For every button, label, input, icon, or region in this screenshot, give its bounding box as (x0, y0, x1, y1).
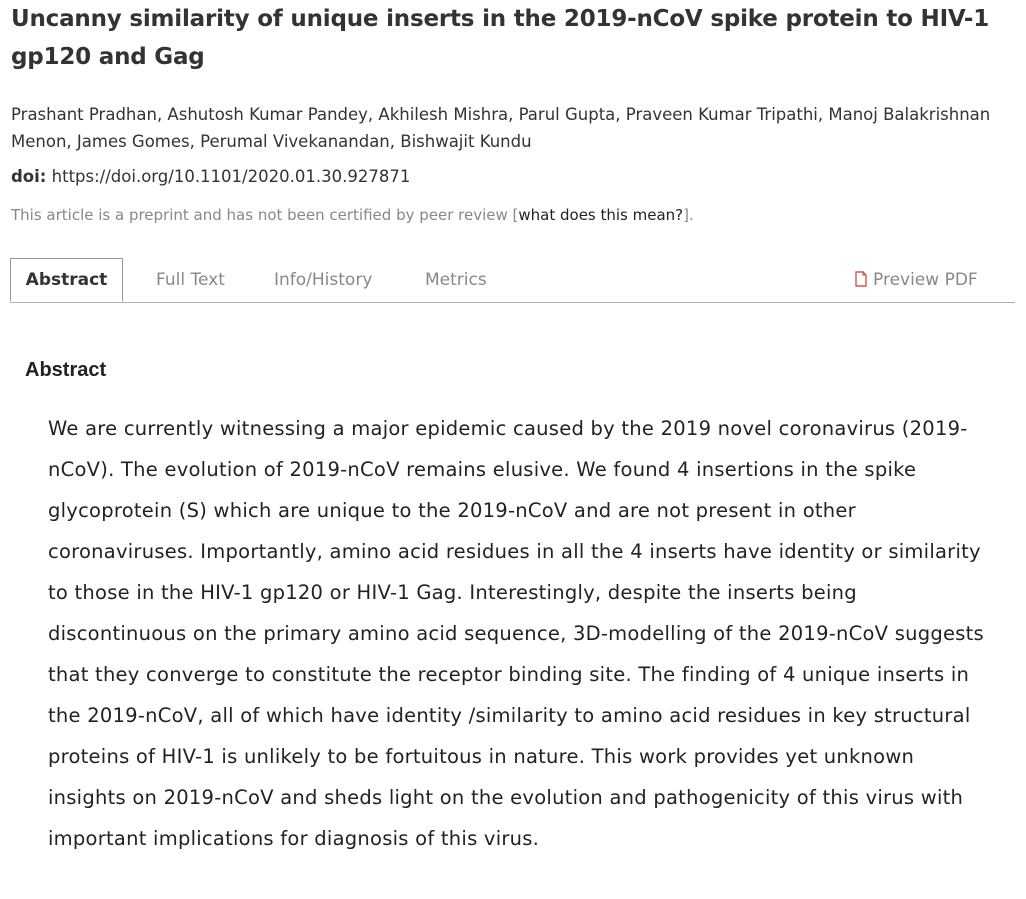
article-tabs (10, 258, 1015, 303)
tab-abstract[interactable]: Abstract (10, 258, 123, 302)
doi-label: doi: (11, 167, 47, 186)
tab-full-text[interactable]: Full Text (156, 270, 225, 290)
doi-link[interactable]: https://doi.org/10.1101/2020.01.30.927871 (51, 167, 411, 186)
preprint-notice-text: This article is a preprint and has not been certified by peer review [ (11, 206, 519, 224)
preprint-notice (11, 203, 694, 227)
pdf-document-icon (855, 260, 867, 276)
preview-pdf-link[interactable] (855, 258, 978, 302)
article-title: Uncanny similarity of unique inserts in the 2019-nCoV spike protein to HIV-1 gp120 and Gag (11, 6, 990, 70)
author-list: Prashant Pradhan, Ashutosh Kumar Pandey, Akhilesh Mishra, Parul Gupta, Praveen Kumar Tripathi, Manoj Balakrishnan Menon, James Gomes, Perumal Vivekanandan, Bishwajit Kundu (11, 105, 991, 151)
preview-pdf-label: Preview PDF (873, 270, 978, 290)
preprint-notice-close: ]. (683, 206, 694, 224)
tab-metrics[interactable]: Metrics (425, 270, 487, 290)
abstract-heading: Abstract (25, 359, 107, 381)
tab-info-history[interactable]: Info/History (274, 270, 373, 290)
abstract-text: We are currently witnessing a major epidemic caused by the 2019 novel coronavirus (2019-nCoV). The evolution of 2019-nCoV remains elusive. We found 4 insertions in the spike glycoprotein (S) which are unique to the 2019-nCoV and are not present in other coronaviruses. Importantly, amino acid residues in all the 4 inserts have identity or similarity to those in the HIV-1 gp120 or HIV-1 Gag. Interestingly, despite the inserts being discontinuous on the primary amino acid sequence, 3D-modelling of the 2019-nCoV suggests that they converge to constitute the receptor binding site. The finding of 4 unique inserts in the 2019-nCoV, all of which have identity /similarity to amino acid residues in key structural proteins of HIV-1 is unlikely to be fortuitous in nature. This work provides yet unknown insights on 2019-nCoV and sheds light on the evolution and pathogenicity of this virus with important implications for diagnosis of this virus. (48, 417, 984, 850)
what-does-this-mean-link[interactable]: what does this mean? (518, 206, 684, 224)
doi-line (11, 163, 410, 190)
